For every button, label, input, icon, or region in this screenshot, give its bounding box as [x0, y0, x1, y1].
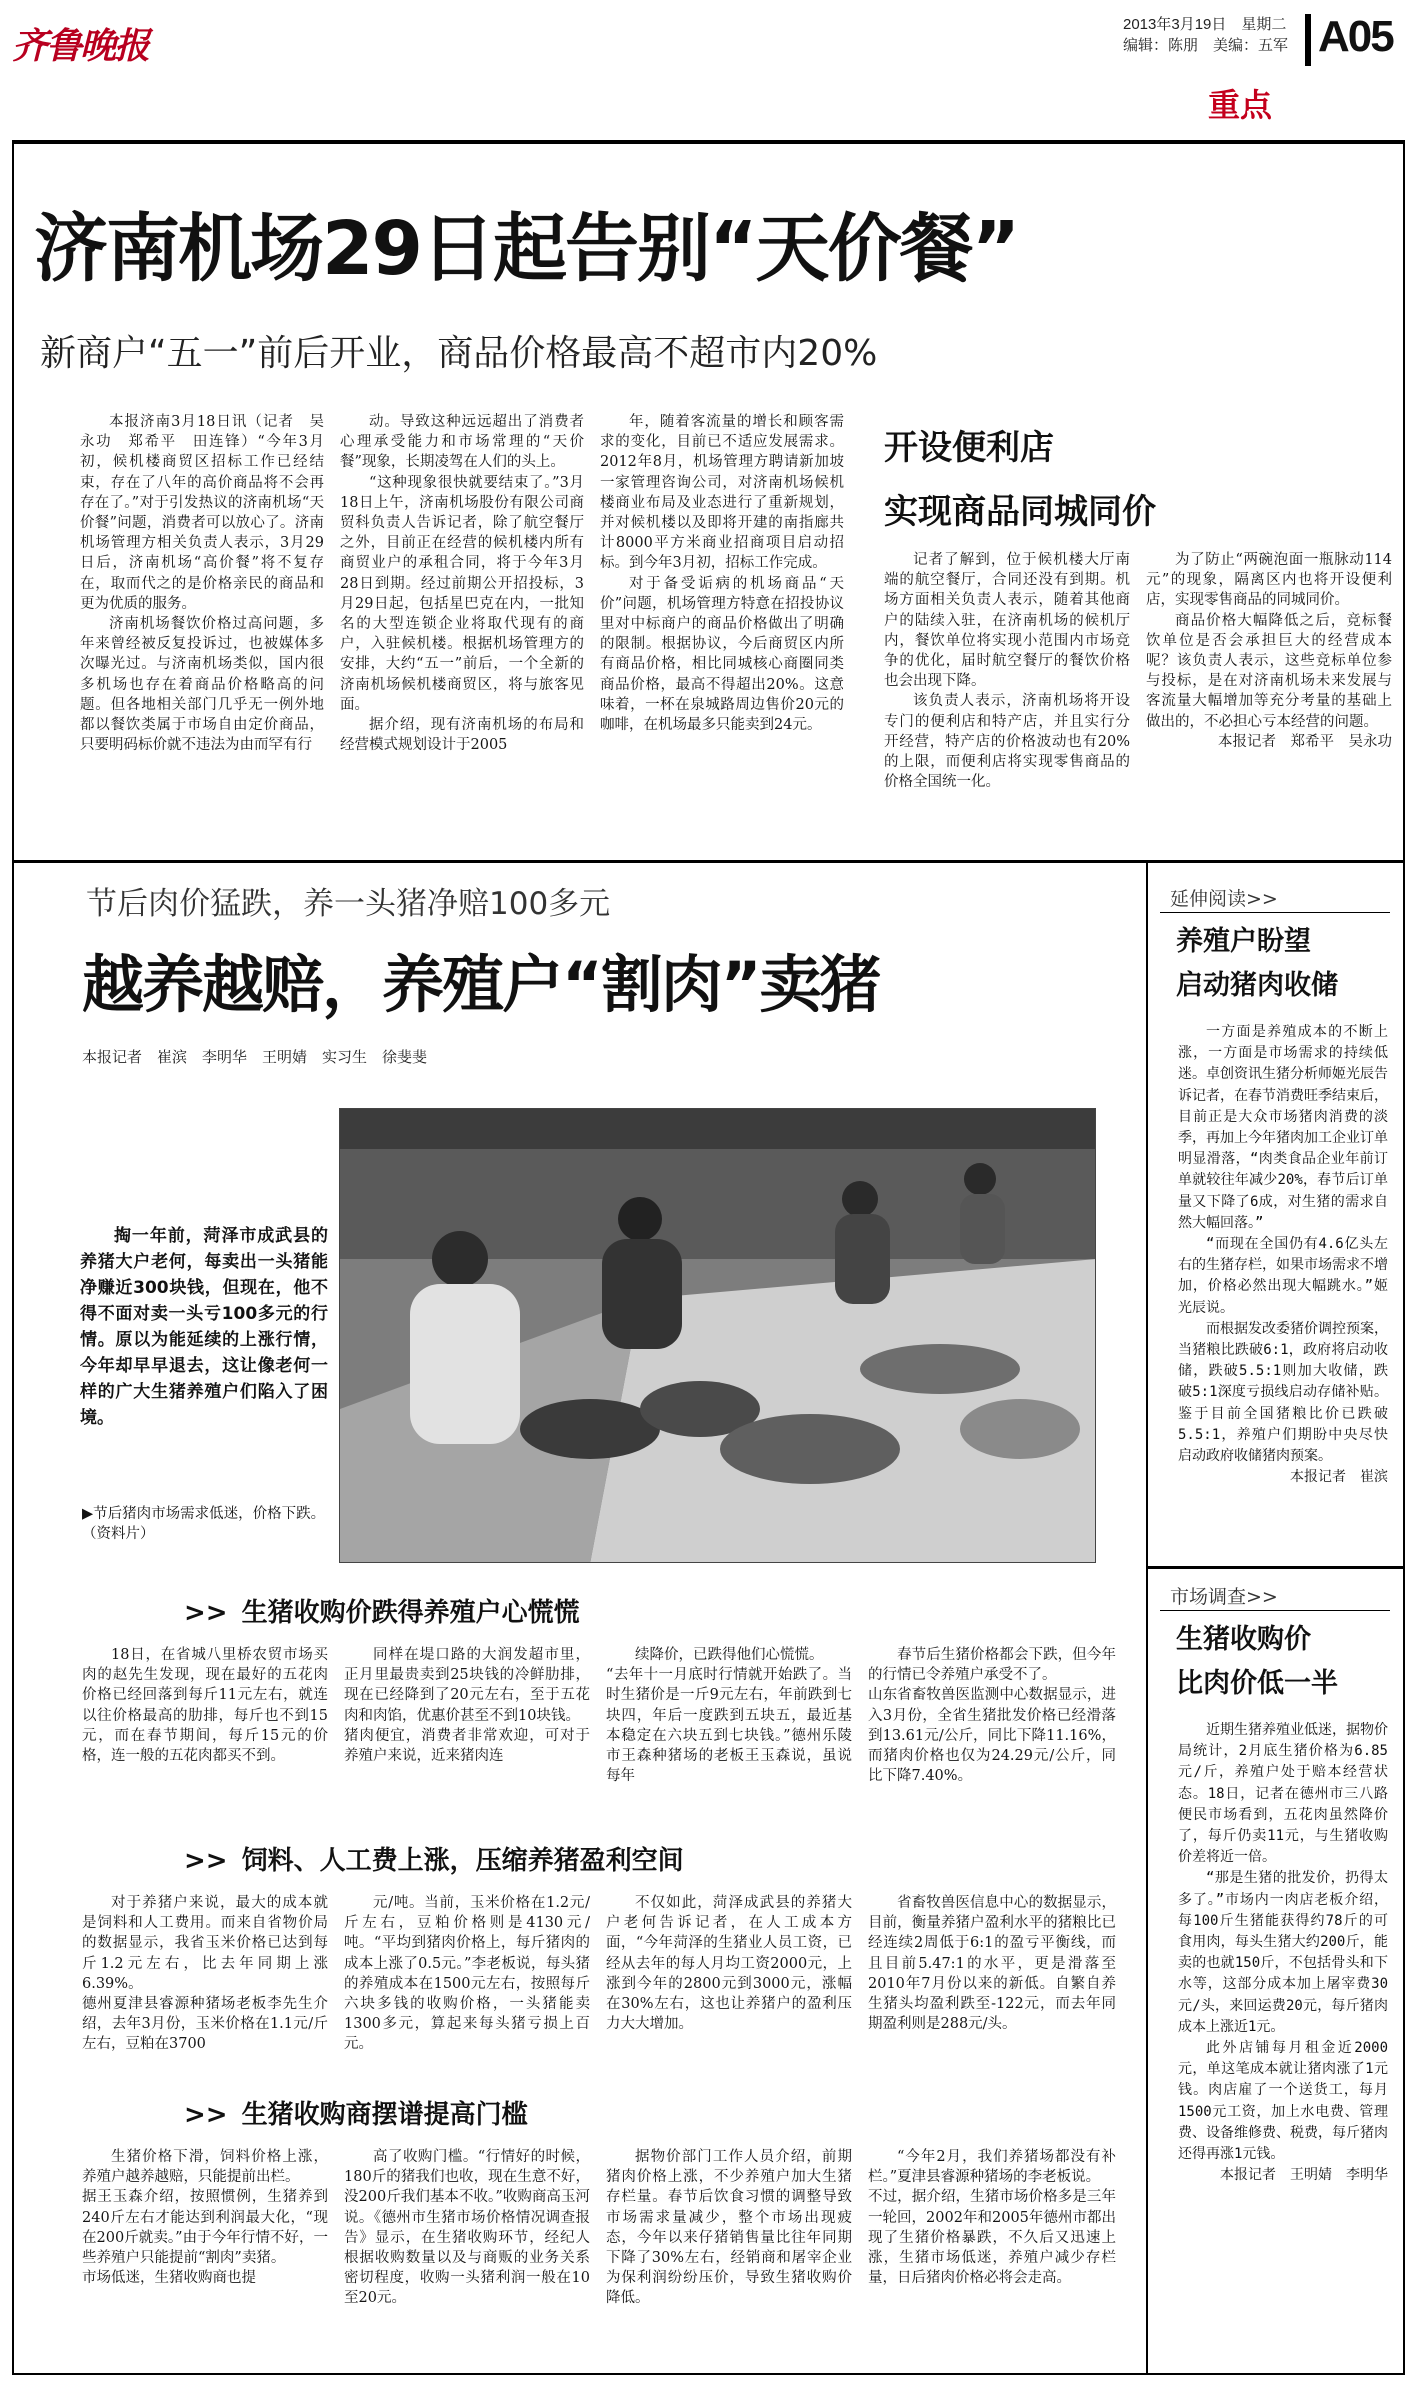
story1-column-1 — [80, 412, 324, 817]
paragraph: 据介绍，现有济南机场的布局和经营模式规划设计于2005 — [340, 717, 584, 754]
issue-date: 2013年3月19日 星期二 — [1123, 16, 1287, 33]
story1-subhead: 新商户“五一”前后开业，商品价格最高不超市内20% — [40, 333, 878, 374]
paragraph: 对于备受诟病的机场商品“天价”问题，机场管理方特意在招投协议里对中标商户的商品价格做出了明确的限制。根据协议，今后商贸区内所有商品价格，相比同城核心商圈同类商品价格，最高不得超出20%。这意味着，一杯在泉城路周边售价20元的咖啡，在机场最多只能卖到24元。 — [600, 575, 844, 734]
section-heading-1-text: 生猪收购价跌得养殖户心慌慌 — [241, 1598, 580, 1628]
paragraph: 高了收购门槛。“行情好的时候，180斤的猪我们也收，现在生意不好，没200斤我们基本不收。”收购商高玉河说。《德州市生猪市场价格情况调查报告》显示，在生猪收购环节，经纪人根据收购数量以及与商贩的业务关系密切程度，收购一头猪利润一般在10至20元。 — [344, 2149, 590, 2307]
paragraph: 同样在堤口路的大润发超市里，正月里最贵卖到25块钱的冷鲜肋排，现在已经降到了20元左右，至于五花肉和肉馅，优惠价甚至不到10块钱。 猪肉便宜，消费者非常欢迎，可对于养殖户来说，近来猪肉连 — [344, 1647, 590, 1765]
sec3-column-2 — [344, 2147, 590, 2367]
story1-column-5 — [1146, 550, 1392, 850]
photo-caption: ▶节后猪肉市场需求低迷，价格下跌。（资料片） — [82, 1506, 326, 1542]
page-number: A05 — [1318, 12, 1393, 61]
top-rule — [12, 140, 1405, 144]
sidebar2-title-line-2: 比肉价低一半 — [1176, 1668, 1338, 1699]
sidebar2-body — [1178, 1720, 1388, 2365]
paragraph: 据物价部门工作人员介绍，前期猪肉价格上涨，不少养殖户加大生猪存栏量。春节后饮食习惯的调整导致市场需求量减少，整个市场出现疲态，今年以来仔猪销售量比往年同期下降了30%左右，经销商和屠宰企业为保利润纷纷压价，导致生猪收购价降低。 — [606, 2149, 852, 2307]
sec1-column-4 — [868, 1645, 1116, 1827]
section-heading-3-text: 生猪收购商摆谱提高门槛 — [241, 2100, 528, 2130]
sec1-column-3 — [606, 1645, 852, 1827]
section-label: 重点 — [1208, 86, 1273, 124]
paragraph: 对于养猪户来说，最大的成本就是饲料和人工费用。而来自省物价局的数据显示，我省玉米价格已达到每斤1.2元左右，比去年同期上涨6.39%。 德州夏津县睿源种猪场老板李先生介绍，去年3月份，玉米价格在1.1元/斤左右，豆粕在3700 — [82, 1895, 328, 2053]
right-frame — [1403, 140, 1405, 2375]
market-photo — [339, 1108, 1096, 1563]
paragraph: “而现在全国仍有4.6亿头左右的生猪存栏，如果市场需求不增加，价格必然出现大幅跳水。”姬光辰说。 — [1178, 1236, 1388, 1316]
story2-lead — [80, 1223, 328, 1431]
story2-subhead: 节后肉价猛跌，养一头猪净赔100多元 — [86, 886, 611, 922]
double-arrow-icon: >> — [184, 2100, 228, 2130]
paragraph: 春节后生猪价格都会下跌，但今年的行情已令养殖户承受不了。 山东省畜牧兽医监测中心数据显示，进入3月份，全省生猪批发价格已经滑落到13.61元/公斤，同比下降11.16%，而猪肉价格也仅为24.29元/公斤，同比下降7.40%。 — [868, 1647, 1116, 1785]
story1-side-headline — [884, 416, 1156, 544]
paragraph: 此外店铺每月租金近2000元，单这笔成本就让猪肉涨了1元钱。肉店雇了一个送货工，每月1500元工资，加上水电费、管理费、设备维修费、税费，每斤猪肉还得再涨1元钱。 — [1178, 2040, 1388, 2163]
paragraph: 本报济南3月18日讯（记者 吴永功 郑希平 田连锋）“今年3月初，候机楼商贸区招标工作已经结束，存在了八年的高价商品将不会再存在了。”对于引发热议的济南机场“天价餐”问题，消费者可以放心了。济南机场管理方相关负责人表示，3月29日后，济南机场“高价餐”将不复存在，取而代之的是价格亲民的商品和更为优质的服务。 — [80, 414, 324, 612]
side-headline-line-1: 开设便利店 — [884, 428, 1054, 468]
sidebar1-signature: 本报记者 崔滨 — [1290, 1469, 1388, 1486]
sec3-column-4 — [868, 2147, 1116, 2367]
paragraph: “今年2月，我们养猪场都没有补栏。”夏津县睿源种猪场的李老板说。 不过，据介绍，生猪市场价格多是三年一轮回，2002年和2005年德州市都出现了生猪价格暴跌，不久后又迅速上涨，生猪市场低迷，养殖户减少存栏量，日后猪肉价格必将会走高。 — [868, 2149, 1116, 2287]
sec2-column-1 — [82, 1893, 328, 2075]
double-arrow-icon: >> — [184, 1598, 228, 1628]
paragraph: 而根据发改委猪价调控预案，当猪粮比跌破6:1，政府将启动收储，跌破5.5:1则加大收储，跌破5:1深度亏损线启动存储补贴。鉴于目前全国猪粮比价已跌破5.5:1，养殖户们期盼中央尽快启动政府收储猪肉预案。 — [1178, 1320, 1388, 1465]
section-heading-3 — [184, 2094, 528, 2131]
sec3-column-1 — [82, 2147, 328, 2367]
sidebar1-tag: 延伸阅读>> — [1170, 888, 1278, 910]
sidebar1-title-line-1: 养殖户盼望 — [1176, 926, 1311, 957]
paragraph: 商品价格大幅降低之后，竞标餐饮单位是否会承担巨大的经营成本呢？该负责人表示，这些竞标单位参与投标，是在对济南机场未来发展与客流量大幅增加等充分考量的基础上做出的，不必担心亏本经营的问题。 — [1146, 612, 1392, 730]
paragraph: 18日，在省城八里桥农贸市场买肉的赵先生发现，现在最好的五花肉价格已经回落到每斤11元左右，就连以往价格最高的肋排，每斤也不到15元，而在春节期间，每斤15元的价格，连一般的五花肉都买不到。 — [82, 1647, 328, 1765]
sidebar2-top-rule — [1148, 1566, 1403, 1569]
sidebar-divider — [1146, 863, 1148, 2373]
lead-paragraph: 掏一年前，菏泽市成武县的养猪大户老何，每卖出一头猪能净赚近300块钱，但现在，他不得不面对卖一头亏100多元的行情。原以为能延续的上涨行情，今年却早早退去，这让像老何一样的广大生猪养殖户们陷入了困境。 — [80, 1226, 328, 1428]
story1-column-3 — [600, 412, 844, 817]
side-headline-line-2: 实现商品同城同价 — [884, 492, 1156, 532]
story1-column-4 — [884, 550, 1130, 820]
paragraph: 年，随着客流量的增长和顾客需求的变化，目前已不适应发展需求。2012年8月，机场管理方聘请新加坡一家管理咨询公司，对济南机场候机楼商业布局及业态进行了重新规划，并对候机楼以及即将开建的南指廊共计8000平方米商业招商项目启动招标。到今年3月初，招标工作完成。 — [600, 414, 844, 572]
story2-headline: 越养越赔，养殖户“割肉”卖猪 — [82, 948, 880, 1021]
story1-column-2 — [340, 412, 584, 817]
paragraph: 动。导致这种远远超出了消费者心理承受能力和市场常理的“天价餐”现象，长期凌驾在人们的头上。 — [340, 414, 584, 471]
sec1-column-1 — [82, 1645, 328, 1827]
left-frame — [12, 140, 14, 2375]
paragraph: “那是生猪的批发价，扔得太多了。”市场内一肉店老板介绍，每100斤生猪能获得约78斤的可食用肉，每头生猪大约200斤，能卖的也就150斤，不包括骨头和下水等，这部分成本加上屠宰费30元/头，来回运费20元，每斤猪肉成本上涨近1元。 — [1178, 1870, 1388, 2035]
paragraph: 近期生猪养殖业低迷，据物价局统计，2月底生猪价格为6.85元/斤，养殖户处于赔本经营状态。18日，记者在德州市三八路便民市场看到，五花肉虽然降价了，每斤仍卖11元，与生猪收购价差将近一倍。 — [1178, 1722, 1388, 1866]
sec2-column-2 — [344, 1893, 590, 2075]
sidebar2-title-line-1: 生猪收购价 — [1176, 1624, 1311, 1655]
paragraph: 为了防止“两碗泡面一瓶脉动114元”的现象，隔离区内也将开设便利店，实现零售商品的同城同价。 — [1146, 552, 1392, 609]
sec3-column-3 — [606, 2147, 852, 2367]
paragraph: 该负责人表示，济南机场将开设专门的便利店和特产店，并且实行分开经营，特产店的价格波动也有20%的上限，而便利店将实现零售商品的价格全国统一化。 — [884, 693, 1130, 791]
paragraph: 生猪价格下滑，饲料价格上涨，养殖户越养越赔，只能提前出栏。 据王玉森介绍，按照惯例，生猪养到240斤左右才能达到利润最大化，“现在200斤就卖。”由于今年行情不好，一些养殖户只能提前“割肉”卖猪。 市场低迷，生猪收购商也提 — [82, 2149, 328, 2287]
story1-headline: 济南机场29日起告别“天价餐” — [34, 206, 1019, 292]
paragraph: 不仅如此，菏泽成武县的养猪大户老何告诉记者，在人工成本方面，“今年菏泽的生猪业人员工资，已经从去年的每人月均工资2000元，上涨到今年的2800元到3000元，涨幅在30%左右，这也让养猪户的盈利压力大大增加。 — [606, 1895, 852, 2033]
paragraph: 省畜牧兽医信息中心的数据显示，目前，衡量养猪户盈利水平的猪粮比已经连续2周低于6:1的盈亏平衡线，而且目前5.47:1的水平，更是滑落至2010年7月份以来的新低。自繁自养生猪头均盈利跌至-122元，而去年同期盈利则是288元/头。 — [868, 1895, 1116, 2033]
paragraph: 元/吨。当前，玉米价格在1.2元/斤左右，豆粕价格则是4130元/吨。“平均到猪肉价格上，每斤猪肉的成本上涨了0.5元。”李老板说，每头猪的养殖成本在1500元左右，按照每斤六块多钱的收购价格，一头猪能卖1300多元，算起来每头猪亏损上百元。 — [344, 1895, 590, 2053]
story1-bottom-rule — [12, 860, 1405, 863]
paragraph: 续降价，已跌得他们心慌慌。 “去年十一月底时行情就开始跌了。当时生猪价是一斤9元左右，年前跌到七块四，年后一度跌到五块五，最近基本稳定在六块五到七块钱。”德州乐陵市王森种猪场的老板王玉森说，虽说每年 — [606, 1647, 852, 1785]
sidebar1-body — [1178, 1022, 1388, 1532]
section-heading-1 — [184, 1592, 580, 1629]
newspaper-logo: 齐鲁晚报 — [12, 25, 149, 67]
bottom-rule — [12, 2373, 1405, 2375]
sidebar2-rule — [1160, 1610, 1390, 1611]
double-arrow-icon: >> — [184, 1846, 228, 1876]
sidebar2-signature: 本报记者 王明婧 李明华 — [1220, 2167, 1388, 2184]
story1-signature: 本报记者 郑希平 吴永功 — [1218, 733, 1392, 750]
sec2-column-3 — [606, 1893, 852, 2075]
sec2-column-4 — [868, 1893, 1116, 2075]
story2-byline: 本报记者 崔滨 李明华 王明婧 实习生 徐斐斐 — [82, 1048, 428, 1066]
sidebar1-title — [1176, 920, 1338, 1008]
issue-editors: 编辑：陈朋 美编：五军 — [1123, 37, 1289, 54]
sidebar2-tag: 市场调查>> — [1170, 1586, 1278, 1608]
paragraph: “这种现象很快就要结束了。”3月18日上午，济南机场股份有限公司商贸科负责人告诉记者，除了航空餐厅之外，目前正在经营的候机楼内所有商贸业户的承租合同，将于今年3月28日到期。经过前期公开招投标，3月29日起，包括星巴克在内，一批知名的大型连锁企业将取代现有的商户，入驻候机楼。根据机场管理方的安排，大约“五一”前后，一个全新的济南机场候机楼商贸区，将与旅客见面。 — [340, 474, 584, 713]
paragraph: 记者了解到，位于候机楼大厅南端的航空餐厅，合同还没有到期。机场方面相关负责人表示，随着其他商户的陆续入驻，在济南机场的候机厅内，餐饮单位将实现小范围内市场竞争的优化，届时航空餐厅的餐饮价格也会出现下降。 — [884, 552, 1130, 690]
sidebar2-title — [1176, 1618, 1338, 1706]
market-photo-illustration — [340, 1109, 1096, 1563]
paragraph: 一方面是养殖成本的不断上涨，一方面是市场需求的持续低迷。卓创资讯生猪分析师姬光辰告诉记者，在春节消费旺季结束后，目前正是大众市场猪肉消费的淡季，再加上今年猪肉加工企业订单明显滑落，“肉类食品企业年前订单就较往年减少20%，春节后订单量又下降了6成，对生猪的需求自然大幅回落。” — [1178, 1024, 1388, 1231]
section-heading-2 — [184, 1840, 684, 1877]
issue-meta — [1123, 14, 1288, 56]
page-number-bar — [1305, 14, 1311, 66]
section-heading-2-text: 饲料、人工费上涨，压缩养猪盈利空间 — [241, 1846, 684, 1876]
paragraph: 济南机场餐饮价格过高问题，多年来曾经被反复投诉过，也被媒体多次曝光过。与济南机场类似，国内很多机场也存在着商品价格略高的问题。但各地相关部门几乎无一例外地都以餐饮类属于市场自由定价商品，只要明码标价就不违法为由而罕有行 — [80, 616, 324, 754]
sec1-column-2 — [344, 1645, 590, 1827]
sidebar1-title-line-2: 启动猪肉收储 — [1176, 970, 1338, 1001]
sidebar1-rule — [1160, 912, 1390, 913]
